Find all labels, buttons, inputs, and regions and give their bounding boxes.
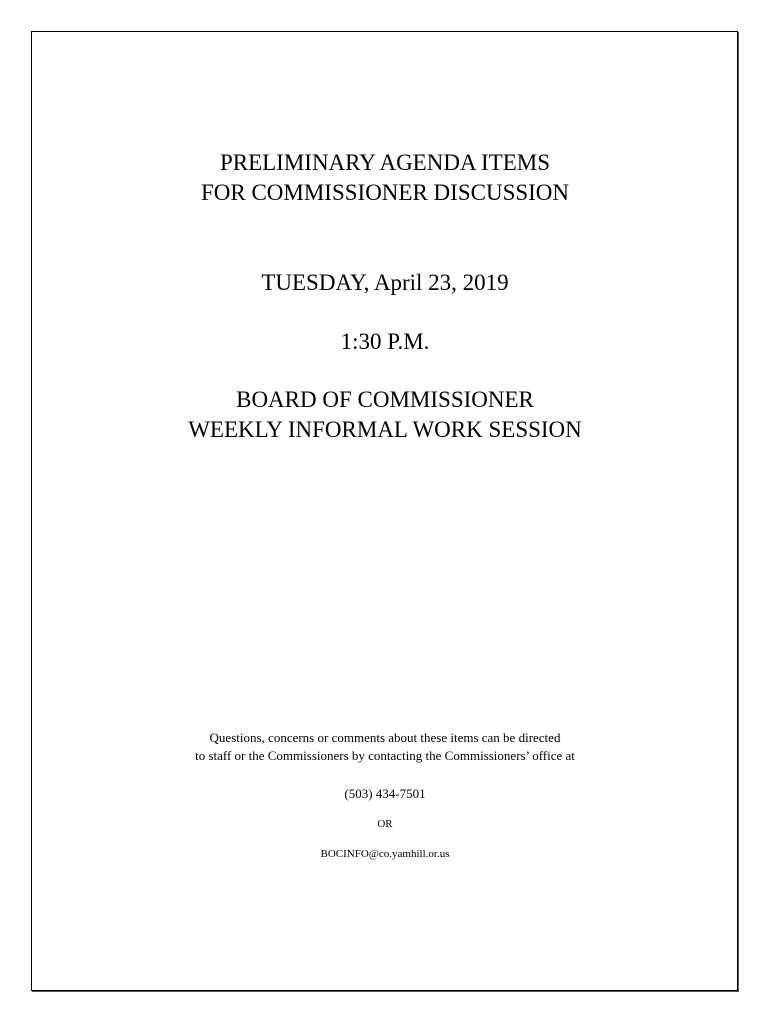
meeting-body-line-1: BOARD OF COMMISSIONER bbox=[236, 387, 534, 412]
contact-or-separator: OR bbox=[377, 818, 393, 830]
agenda-title-line-1: PRELIMINARY AGENDA ITEMS bbox=[219, 150, 551, 175]
meeting-date: TUESDAY, April 23, 2019 bbox=[261, 270, 509, 295]
meeting-time: 1:30 P.M. bbox=[340, 329, 430, 354]
contact-intro-line-2: to staff or the Commissioners by contacting the Commissioners’ office at bbox=[195, 748, 575, 763]
contact-intro-line-1: Questions, concerns or comments about these items can be directed bbox=[209, 730, 561, 745]
meeting-body-line-2: WEEKLY INFORMAL WORK SESSION bbox=[188, 417, 582, 442]
contact-email: BOCINFO@co.yamhill.or.us bbox=[320, 848, 450, 860]
agenda-title-line-2: FOR COMMISSIONER DISCUSSION bbox=[200, 180, 570, 205]
contact-phone: (503) 434-7501 bbox=[344, 786, 426, 801]
